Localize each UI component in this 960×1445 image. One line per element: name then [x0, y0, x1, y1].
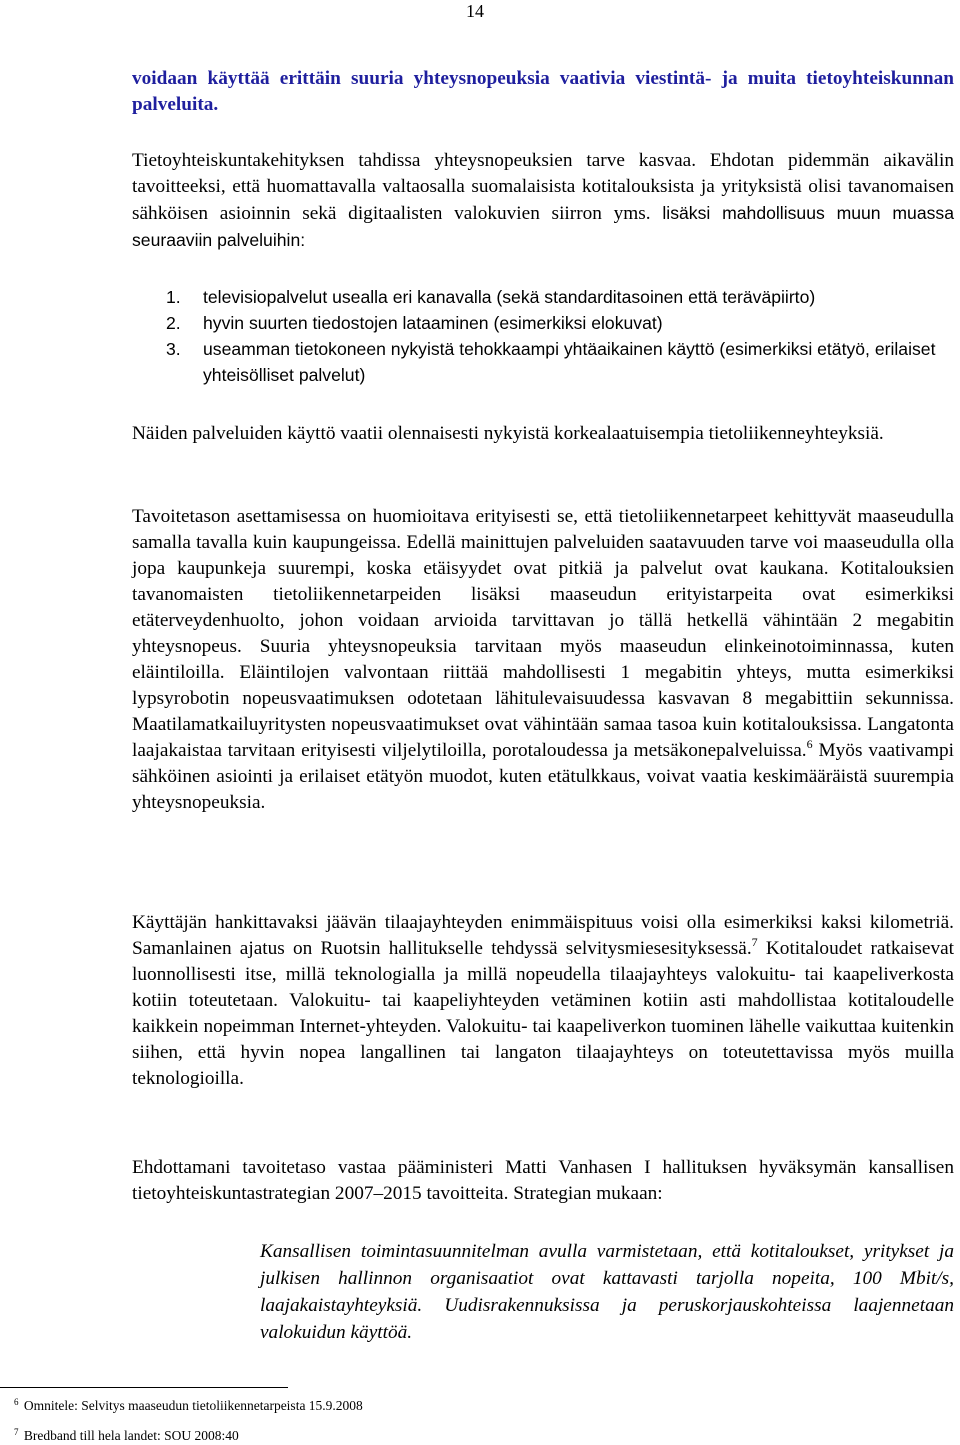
paragraph-4: [132, 910, 954, 1092]
strategy-quote: Kansallisen toimintasuunnitelman avulla varmistetaan, että kotitaloukset, yritykset ja julkisen hallinnon organisaatiot ovat kattavasti tarjolla nopeita, 100 Mbit/s, laajakaistayhteyksiä. Uudisrakennuksissa ja peruskorjauskohteissa laajennetaan valokuidun käyttöä.: [260, 1241, 954, 1343]
paragraph-3-text-b: Myös vaativampi sähköinen asiointi ja erilaiset etätyön muodot, kuten etätulkkaus, voivat vaatia keskimääräistä suurempia yhteysnopeuksia.: [132, 740, 954, 813]
paragraph-3-text-a: Tavoitetason asettamisessa on huomioitava erityisesti se, että tietoliikennetarpeet kehittyvät maaseudulla samalla tavalla kuin kaupungeissa. Edellä mainittujen palveluiden saatavuuden tarve voi maaseudulla olla jopa kaupunkeja suurempi, koska etäisyydet ovat pitkiä ja palvelut ovat kaukana. Kotitalouksien tavanomaisten tietoliikennetarpeiden lisäksi maaseudun erityistarpeita ovat esimerkiksi etäterveydenhuolto, johon voidaan arvioida tarvittavan jo tällä hetkellä vähintään 2 megabitin yhteysnopeus. Suuria yhteysnopeuksia tarvitaan myös maaseudun elinkeinotoiminnassa, kuten eläintiloilla. Eläintilojen valvontaan riittää mahdollisesti 1 megabitin yhteys, mutta esimerkiksi lypsyrobotin nopeusvaatimuksen odotetaan lähitulevaisuudessa kasvavan 8 megabittiin sekunnissa. Maatilamatkailuyritysten nopeusvaatimukset ovat vähintään samaa tasoa kuin kotitalouksissa. Langatonta laajakaistaa tarvitaan erityisesti viljelytiloilla, porotaloudessa ja metsäkonepalveluissa.: [132, 506, 954, 761]
footnote-divider: [0, 1387, 288, 1388]
list-item-number: 2.: [166, 313, 181, 333]
paragraph-1: [132, 148, 954, 254]
paragraph-3: [132, 504, 954, 816]
paragraph-1-serif-text: Tietoyhteiskuntakehityksen tahdissa yhteysnopeuksien tarve kasvaa. Ehdotan pidemmän aikavälin tavoitteeksi, että huomattavalla valtaosalla suomalaisista kotitalouksista ja yrityksistä olisi tavanomaisen sähköisen asioinnin sekä digitaalisten valokuvien siirron yms.: [132, 150, 954, 224]
paragraph-1-sans-text: lisäksi mahdollisuus muun muassa seuraaviin palveluihin:: [132, 203, 954, 250]
list-item: [132, 310, 954, 336]
list-item: [132, 284, 954, 310]
list-item-number: 1.: [166, 287, 181, 307]
footnote-ref-6: 6: [806, 737, 813, 751]
footnote-text: Bredband till hela landet: SOU 2008:40: [23, 1428, 239, 1443]
paragraph-2: Näiden palveluiden käyttö vaatii olennaisesti nykyistä korkealaatuisempia tietoliikenneyhteyksiä.: [132, 423, 884, 444]
page-number: 14: [466, 1, 484, 21]
list-item-text: useamman tietokoneen nykyistä tehokkaampi yhtäaikainen käyttö (esimerkiksi etätyö, erilaiset yhteisölliset palvelut): [203, 339, 936, 385]
paragraph-5: Ehdottamani tavoitetaso vastaa pääministeri Matti Vanhasen I hallituksen hyväksymän kansallisen tietoyhteiskuntastrategian 2007–2015 tavoitteita. Strategian mukaan:: [132, 1157, 954, 1204]
footnote-number: 7: [14, 1427, 19, 1437]
services-list: [132, 284, 954, 388]
list-item-text: hyvin suurten tiedostojen lataaminen (esimerkiksi elokuvat): [203, 313, 663, 333]
intro-paragraph: voidaan käyttää erittäin suuria yhteysnopeuksia vaativia viestintä- ja muita tietoyhteiskunnan palveluita.: [132, 68, 954, 115]
footnote-ref-7: 7: [751, 935, 758, 949]
list-item-number: 3.: [166, 339, 181, 359]
list-item-text: televisiopalvelut usealla eri kanavalla (sekä standarditasoinen että teräväpiirto): [203, 287, 816, 307]
footnote-text: Omnitele: Selvitys maaseudun tietoliikennetarpeista 15.9.2008: [23, 1398, 363, 1413]
footnote-number: 6: [14, 1397, 19, 1407]
footnote-6: [14, 1394, 363, 1414]
list-item: [132, 336, 954, 388]
paragraph-4-text-b: Kotitaloudet ratkaisevat luonnollisesti itse, millä teknologialla ja millä nopeudella tilaajayhteys valokuitu- tai kaapeliverkosta kotiin toteutetaan. Valokuitu- tai kaapeliyhteyden vetäminen kotiin asti mahdollistaa kotitaloudelle kaikkein nopeimman Internet-yhteyden. Valokuitu- tai kaapeliverkon tuominen lähelle vaikuttaa kuitenkin siihen, että hyvin nopea langallinen tai langaton tilaajayhteys on toteutettavissa myös muilla teknologioilla.: [132, 938, 954, 1089]
footnote-7: [14, 1424, 239, 1444]
paragraph-4-text-a: Käyttäjän hankittavaksi jäävän tilaajayhteyden enimmäispituus voisi olla esimerkiksi kaksi kilometriä. Samanlainen ajatus on Ruotsin hallitukselle tehdyssä selvitysmiesesityksessä.: [132, 912, 954, 959]
